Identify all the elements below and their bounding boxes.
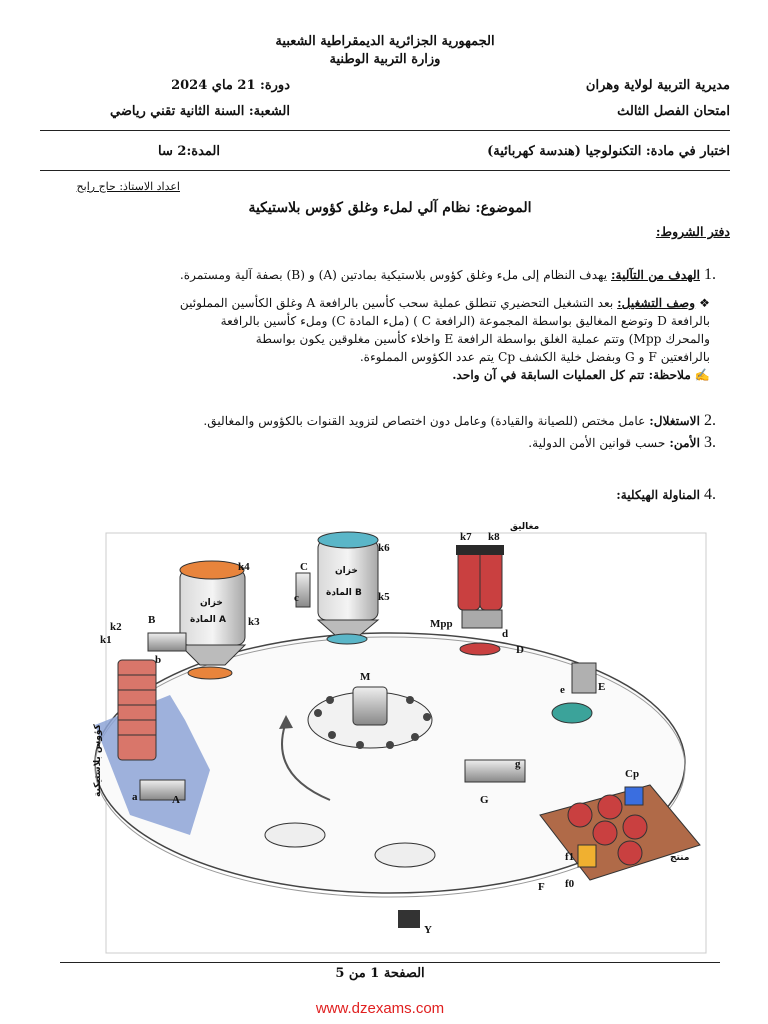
label-k7: k7 xyxy=(460,531,472,543)
item-4-label: المناولة الهيكلية: xyxy=(616,488,700,502)
republic-title: الجمهورية الجزائرية الديمقراطية الشعبية xyxy=(275,34,495,49)
subject: اختبار في مادة: التكنولوجيا (هندسة كهربائية) xyxy=(487,144,730,159)
exam-name: امتحان الفصل الثالث xyxy=(617,104,730,119)
label-d: d xyxy=(502,628,509,640)
operation-block xyxy=(40,294,730,384)
item-2-label: الاستغلال: xyxy=(649,414,700,428)
item-3 xyxy=(40,434,730,452)
label-k8: k8 xyxy=(488,531,500,543)
lids-label: مغاليق xyxy=(510,522,540,532)
cylinder-b xyxy=(148,633,186,651)
operation-line-3: والمحرك Mpp) وتتم عملية الغلق بواسطة الرافعة E واخلاء كأسين مغلوقين يكون بواسطة xyxy=(255,332,710,346)
label-f1: f1 xyxy=(565,851,575,863)
item-1 xyxy=(40,266,730,284)
bullet-icon: ❖ xyxy=(699,296,710,310)
label-Mpp: Mpp xyxy=(430,618,453,630)
tank-b-label: خزان xyxy=(335,566,358,576)
motor-m xyxy=(353,687,387,725)
label-e: e xyxy=(560,684,565,696)
footer-divider xyxy=(60,962,720,963)
prepared-by: اعداد الاستاذ: حاج رابح xyxy=(76,180,180,193)
item-1-number: 1. xyxy=(704,266,716,283)
cylinder-f xyxy=(578,845,596,867)
item-2-text: عامل مختص (للصيانة والقيادة) وعامل دون اختصاص لتزويد القنوات بالكؤوس والمغاليق. xyxy=(203,414,646,428)
tank-a-label: خزان xyxy=(200,598,223,608)
item-3-number: 3. xyxy=(704,434,716,451)
label-A: A xyxy=(172,794,180,806)
sensor-cp xyxy=(625,787,643,805)
subject-divider xyxy=(40,170,730,171)
note-icon: ✍ xyxy=(694,368,710,382)
label-Cp: Cp xyxy=(625,768,640,780)
label-Y: Y xyxy=(424,924,432,936)
specs-title: دفتر الشروط: xyxy=(655,224,730,239)
rotary-machine-diagram xyxy=(60,515,720,955)
label-D: D xyxy=(516,644,524,656)
cups-label: كؤوس بلاستيكية xyxy=(93,724,103,797)
operation-line-4: بالرافعتين F و G وبفضل خلية الكشف Cp يتم عدد الكؤوس المملوءة. xyxy=(359,350,710,364)
motor-y xyxy=(398,910,420,928)
label-k1: k1 xyxy=(100,634,112,646)
label-k4: k4 xyxy=(238,561,250,573)
website-link[interactable]: www.dzexams.com xyxy=(315,1000,445,1017)
duration: المدة:2 سا xyxy=(158,144,220,159)
label-k2: k2 xyxy=(110,621,122,633)
label-C: C xyxy=(300,561,308,573)
item-2 xyxy=(40,412,730,430)
item-4-number: 4. xyxy=(704,486,716,503)
item-3-label: الأمن: xyxy=(669,436,700,450)
tank-a-sub: المادة A xyxy=(190,615,226,625)
topic-title: الموضوع: نظام آلي لملء وغلق كؤوس بلاستيكية xyxy=(248,200,532,216)
label-B: B xyxy=(148,614,156,626)
label-F: F xyxy=(538,881,545,893)
label-G: G xyxy=(480,794,489,806)
label-M: M xyxy=(360,671,371,683)
branch: الشعبة: السنة الثانية تقني رياضي xyxy=(110,104,290,119)
page-number: الصفحة 1 من 5 xyxy=(335,966,425,981)
label-E: E xyxy=(598,681,606,693)
cups-magazine xyxy=(118,660,156,760)
item-4 xyxy=(40,486,730,504)
output-label: منتج xyxy=(670,853,690,863)
note-text: ملاحظة: تتم كل العمليات السابقة في آن واحد. xyxy=(452,368,691,382)
cylinder-e xyxy=(572,663,596,693)
label-f0: f0 xyxy=(565,878,575,890)
label-b: b xyxy=(155,654,162,666)
operation-line-2: بالرافعة D وتوضع المغاليق بواسطة المجموعة (الرافعة C ) (ملء المادة C) وملء كأسين بالرافعة xyxy=(220,314,710,328)
directorate: مديرية التربية لولاية وهران xyxy=(585,78,730,93)
item-3-text: حسب قوانين الأمن الدولية. xyxy=(528,436,666,450)
header-divider xyxy=(40,130,730,131)
item-2-number: 2. xyxy=(704,412,716,429)
ministry-title: وزارة التربية الوطنية xyxy=(329,52,441,67)
item-1-text: يهدف النظام إلى ملء وغلق كؤوس بلاستيكية بمادتين (A) و (B) بصفة آلية ومستمرة. xyxy=(179,268,608,282)
label-c: c xyxy=(294,592,299,604)
item-1-label: الهدف من التآلية: xyxy=(611,268,700,282)
label-k5: k5 xyxy=(378,591,390,603)
tank-a xyxy=(180,561,245,665)
tank-b-sub: المادة B xyxy=(326,588,362,598)
label-k3: k3 xyxy=(248,616,260,628)
label-a: a xyxy=(132,791,138,803)
session: دورة: 21 ماي 2024 xyxy=(171,78,290,93)
operation-label: وصف التشغيل: xyxy=(617,296,696,310)
lids-magazine xyxy=(456,545,504,628)
label-k6: k6 xyxy=(378,542,390,554)
label-g: g xyxy=(515,758,521,770)
operation-line-1: بعد التشغيل التحضيري تنطلق عملية سحب كأسين بالرافعة A وغلق الكأسين المملوئين xyxy=(179,296,614,310)
tank-b xyxy=(318,532,378,635)
